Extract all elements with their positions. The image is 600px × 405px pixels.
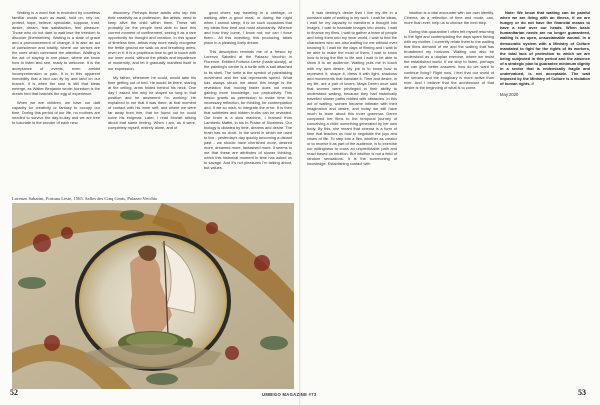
paragraph: This description reminds me of a fresco by Lorenzo Sabatini at the Palazzo Vecchio in Florence. Entitled Fortuna Lente (haste slowly), at the painting's centre is a turtle with a sail attached to its shell. The turtle is the symbol of painstaking movement and the sail represents speed. What has always struck me about this image is the revelation that moving faster does not mean gaining more knowledge, nor productivity. This fresco grants us permission to make time for necessary reflection, for thinking, for contemplation and, if we so wish, to integrate the error. It is then that subtleties and hidden truths can be revealed. Our brain is a slow machine, I learned from Lamberto Maffei, in his In Praise of Slowness. Our biology is dictated by time, dreams and desire. The brain has no clock. In the world in which we used to live - yesterday's day quickly becoming a distant past - we should have cherished more, desired more, dreamed more, fantasised more. It seems to me that these are attributes of slower thinking, which this historical moment in time has asked us to savage. And it's not pleasures I'm talking about, but values. (204, 49, 292, 171)
text-column-1 (12, 10, 100, 190)
text-column-4 (307, 10, 397, 385)
note-paragraph: Note: We know that waiting can be painful when we are living with an illness, if we are hungry or do not have the financial means to have a roof over our heads. When basic humanitarian needs are no longer guaranteed, waiting is an open, unsustainable wound. In a democratic system with a Ministry of Culture mandated to fight for the rights of its workers, the total lack of protection to which we are being subjected in this period and the absence of a strategic plan to guarantee minimum dignity in a sector that is endemically fragile and undervalued, is not acceptable. The wait imposed by the Ministry of Culture is a violation of human rights. // (500, 10, 590, 87)
paragraph: It was destiny's desire that I live my life in a constant state of waiting in my work. I wait for ideas, I wait for my capacity to transform a thought into images, I wait to translate images into words, I wait to finance my films, I wait to gather a team of people and bring them into my inner world, I wait to find the characters who are also waiting for me without ever knowing it, I wait for the days of filming and I wait to be able to make the most of them, I wait to know how to bring the film to life and I wait to be able to show it to an audience. Waiting puts me in touch with my own desire. My job is to know how to represent it, shape it, dress it with light, shadows and movements that translate it. Time and desire, in my life, are a pair of lovers. Maya Deren once said that women were privileged in their ability to understand waiting, because they had historically travelled slower paths riddled with obstacles. In this act of waiting, women became intimate with their imagination and desire, and today we still have much to learn about this inner grammar. Deren compared her films to the temporal journey of conceiving a child: something generated by her own body. By this, she meant that cinema is a form of time that teaches us how to negotiate the joys and crises of life. To step into a film, whether as creator or to receive it as part of the audience, is to exercise our willingness to cross an unpredictable path and react based on intuition. But intuition is not a field of random sensations. It is the summoning of knowledge. Establishing contact with (307, 10, 397, 167)
magazine-footer: UMBIGO MAGAZINE #73 (262, 392, 317, 397)
date-label: May 2020 (500, 92, 519, 98)
paragraph: Waiting is a word that is encircled by countless familiar words such as await, hold on, rely on, protect, hope, believe, speculate, suppose, trust, desire, dream, fear satisfaction, feel pleasure. Those who do not dare to wait lose the freedom to discover (themselves). Waiting is a state of grace and a pronouncement of change. It is also an act of conscience and totality, where our senses are the ones which command the attention. Waiting is the act of staying in one place, where we know how to listen and see, ready to welcome. It is the acceptance of events, even amidst incomprehension or pain. It is in this apparent immobility that a bird can fly by and land on our branch. It is when the soul is still that ideas emerge, as Walter Benjamin wrote: boredom is the dream bird that hatches the egg of experience. (12, 10, 100, 96)
page-number-left: 52 (10, 388, 18, 397)
paragraph: intuition is a vital encounter with our own identity. Cinema, as a reflection of time and mode, can, more than ever, help us to choose the next step. (404, 10, 494, 26)
text-column-2 (108, 10, 196, 190)
text-column-6 (500, 10, 590, 395)
text-column-5 (404, 10, 494, 385)
paragraph: good cheer; say traveling in a carriage, or walking after a good meal, or during the night when I cannot sleep; it is on such occasions that my ideas flow best and most abundantly. Whence and how they come, I know not; nor can I force them... All this inventing, this producing, takes place in a pleasing lively dream. (204, 10, 292, 46)
fresco-illustration (12, 203, 294, 389)
paragraph: My father, whenever he could, would take his time getting out of bed. He would lie there, staring at the ceiling, arms folded behind his neck. One day I asked him why he stayed so long in that position and he answered: I'm working. He explained to me that it was there, at that moment of contact with his inner self, and where we were far away from him, that he found out he could solve his enigmas. Later, I read Mozart talking about that same feeling. When I am, as it were, completely myself, entirely alone, and of (108, 74, 196, 131)
paragraph: discovery. Perhaps those adults who tap into their creativity as a profession, like artists, need to keep alive the child within them. These will probably be the people best able to face this current moment of confinement, seeing it as a rare opportunity for thought and creation. In this space of timeless time, artists may more easily recognise the fertile ground we walk on and breathing anew, revel in it. It is a propitious time to get in touch with our inner world, without the pitfalls and impatience of modernity, and let it gradually manifest itself in our expression. (108, 10, 196, 71)
fresco-photo (12, 203, 294, 389)
paragraph: During this quarantine I often felt myself returning to the light and contemplating the days spent fishing with my mother. I currently relate them to the waiting that films demand of me and the waiting that has broadened my horizons. Waiting can also be understood as a utopian exercise, where we resist the established world. If we stop to listen, perhaps we can give better answers: how do we want to continue living? Right now, I feel that our world of the senses and the imaginary is more active than ever. And I believe that the architecture of that desire is the beginning of what is to come. (404, 29, 494, 90)
page-gutter (299, 0, 301, 405)
paragraph: When we are children, we have our daft capacity for creativity or fantasy to occupy our time. During this period of our life, no routines are needed to survive the day-to-day and we are free to luxuriate in the wonder of each new (12, 99, 100, 125)
page-number-right: 53 (578, 388, 586, 397)
image-caption: Lorenzo Sabatini, Fortuna Leste, 1565. Salles des Cinq Cents, Palazzo Vecchio (12, 196, 158, 201)
